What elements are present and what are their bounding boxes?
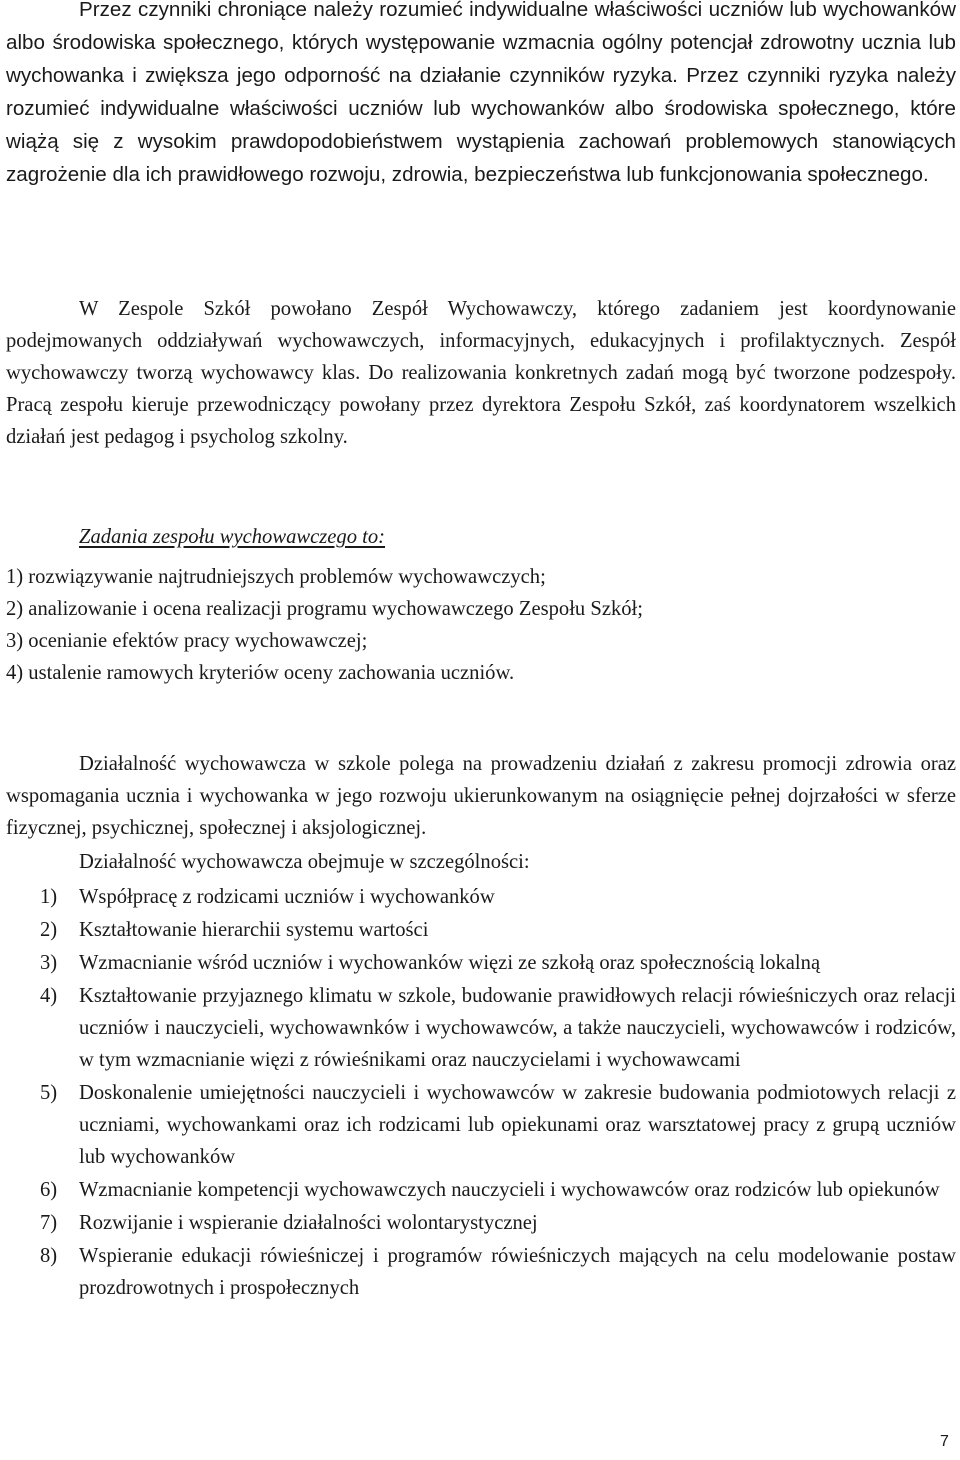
activities-list — [6, 881, 956, 1305]
activity-text: Współpracę z rodzicami uczniów i wychowanków — [79, 886, 495, 908]
activity-number: 3) — [40, 952, 58, 974]
activity-number: 4) — [40, 985, 58, 1007]
activity-item — [6, 1174, 956, 1206]
activity-number: 8) — [40, 1245, 58, 1267]
activity-text: Wzmacnianie wśród uczniów i wychowanków więzi ze szkołą oraz społecznością lokalną — [79, 952, 821, 974]
page-number: 7 — [940, 1433, 949, 1450]
activity-item — [6, 947, 956, 979]
activity-item — [6, 1077, 956, 1173]
paragraph-educational-team: W Zespole Szkół powołano Zespół Wychowawczy, którego zadaniem jest koordynowanie podejmowanych oddziaływań wychowawczych, informacyjnych, edukacyjnych i profilaktycznych. Zespół wychowawczy tworzą wychowawcy klas. Do realizowania konkretnych zadań mogą być tworzone podzespoły. Pracą zespołu kieruje przewodniczący powołany przez dyrektora Zespołu Szkół, zaś koordynatorem wszelkich działań jest pedagog i psycholog szkolny. — [6, 298, 956, 448]
activity-text: Doskonalenie umiejętności nauczycieli i wychowawców w zakresie budowania podmiotowych relacji z uczniami, wychowankami oraz ich rodzicami lub opiekunami oraz warsztatowej pracy z grupą uczniów lub wychowanków — [79, 1082, 956, 1168]
activity-item — [6, 1207, 956, 1239]
activity-number: 7) — [40, 1212, 58, 1234]
activity-text: Rozwijanie i wspieranie działalności wolontarystycznej — [79, 1212, 538, 1234]
task-item: 2) analizowanie i ocena realizacji programu wychowawczego Zespołu Szkół; — [6, 598, 643, 620]
tasks-list — [6, 561, 956, 689]
task-item: 3) ocenianie efektów pracy wychowawczej; — [6, 630, 368, 652]
tasks-heading: Zadania zespołu wychowawczego to: — [79, 526, 386, 548]
activity-item — [6, 914, 956, 946]
activity-text: Wspieranie edukacji rówieśniczej i programów rówieśniczych mających na celu modelowanie postaw prozdrowotnych i prospołecznych — [79, 1245, 956, 1299]
activities-intro: Działalność wychowawcza obejmuje w szczególności: — [79, 851, 530, 873]
activity-text: Kształtowanie hierarchii systemu wartości — [79, 919, 429, 941]
paragraph-educational-activity: Działalność wychowawcza w szkole polega na prowadzeniu działań z zakresu promocji zdrowia oraz wspomagania ucznia i wychowanka w jego rozwoju ukierunkowanym na osiągnięcie pełnej dojrzałości w sferze fizycznej, psychicznej, społecznej i aksjologicznej. — [6, 753, 956, 839]
activity-item — [6, 1240, 956, 1304]
activity-text: Kształtowanie przyjaznego klimatu w szkole, budowanie prawidłowych relacji rówieśniczych oraz relacji uczniów i nauczycieli, wychowawnków i wychowawców, a także nauczycieli, wychowawców i rodziców, w tym wzmacnianie więzi z rówieśnikami oraz nauczycielami i wychowawcami — [79, 985, 956, 1071]
activity-number: 6) — [40, 1179, 58, 1201]
paragraph-protective-factors: Przez czynniki chroniące należy rozumieć indywidualne właściwości uczniów lub wychowanków albo środowiska społecznego, których występowanie wzmacnia ogólny potencjał zdrowotny ucznia lub wychowanka i zwiększa jego odporność na działanie czynników ryzyka. Przez czynniki ryzyka należy rozumieć indywidualne właściwości uczniów lub wychowanków albo środowiska społecznego, które wiążą się z wysokim prawdopodobieństwem wystąpienia zachowań problemowych stanowiących zagrożenie dla ich prawidłowego rozwoju, zdrowia, bezpieczeństwa lub funkcjonowania społecznego. — [6, 0, 956, 186]
activity-text: Wzmacnianie kompetencji wychowawczych nauczycieli i wychowawców oraz rodziców lub opiekunów — [79, 1179, 940, 1201]
activity-item — [6, 881, 956, 913]
task-item: 4) ustalenie ramowych kryteriów oceny zachowania uczniów. — [6, 662, 515, 684]
task-item: 1) rozwiązywanie najtrudniejszych problemów wychowawczych; — [6, 566, 546, 588]
activity-number: 5) — [40, 1082, 58, 1104]
activity-number: 2) — [40, 919, 58, 941]
activity-item — [6, 980, 956, 1076]
activity-number: 1) — [40, 886, 58, 908]
